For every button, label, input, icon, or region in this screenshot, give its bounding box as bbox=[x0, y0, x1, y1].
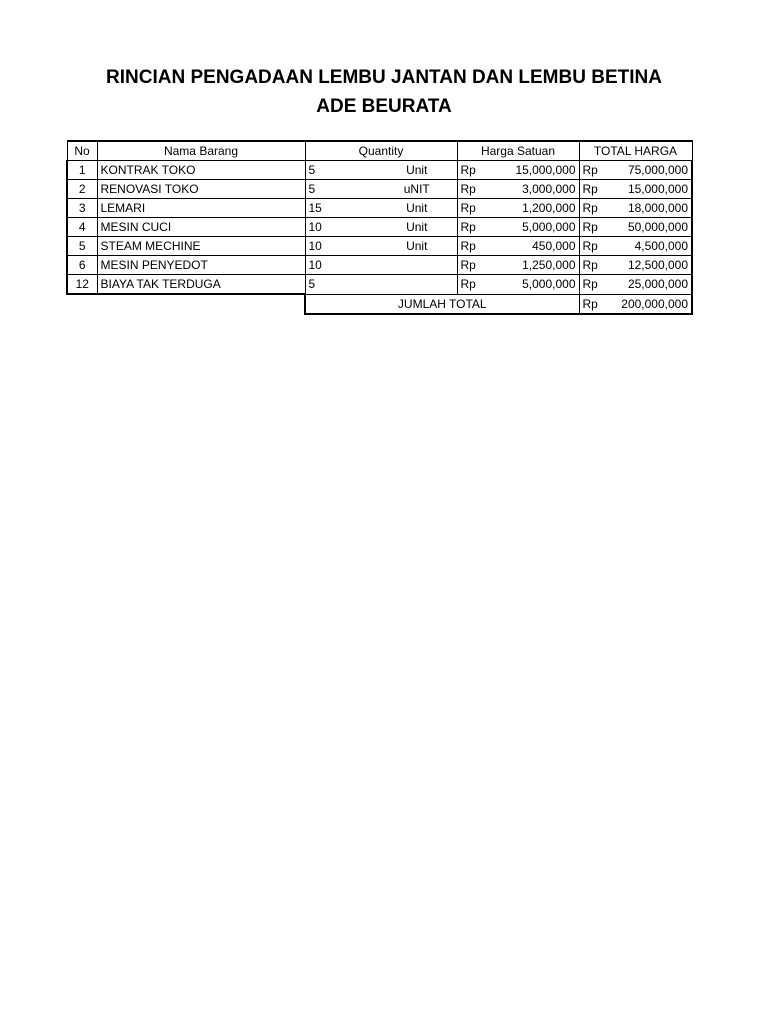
table-header-row bbox=[67, 141, 692, 161]
cell-harga-satuan: 5,000,000 bbox=[495, 275, 579, 295]
cell-unit: Unit bbox=[377, 161, 457, 180]
cell-harga-currency: Rp bbox=[457, 218, 495, 237]
cell-nama-barang: LEMARI bbox=[97, 199, 305, 218]
cell-harga-satuan: 3,000,000 bbox=[495, 180, 579, 199]
cell-total-currency: Rp bbox=[579, 256, 607, 275]
cell-no: 2 bbox=[67, 180, 97, 199]
cell-harga-currency: Rp bbox=[457, 199, 495, 218]
cell-no: 4 bbox=[67, 218, 97, 237]
cell-total-currency: Rp bbox=[579, 218, 607, 237]
cell-harga-currency: Rp bbox=[457, 256, 495, 275]
cell-unit: Unit bbox=[377, 199, 457, 218]
document-subtitle: ADE BEURATA bbox=[316, 96, 452, 117]
table-row bbox=[67, 161, 692, 180]
table-row bbox=[67, 218, 692, 237]
cell-total-harga: 75,000,000 bbox=[607, 161, 692, 180]
cell-nama-barang: STEAM MECHINE bbox=[97, 237, 305, 256]
cell-total-harga: 4,500,000 bbox=[607, 237, 692, 256]
cell-nama-barang: MESIN PENYEDOT bbox=[97, 256, 305, 275]
cell-no: 6 bbox=[67, 256, 97, 275]
table-row bbox=[67, 180, 692, 199]
cell-no: 1 bbox=[67, 161, 97, 180]
cell-nama-barang: BIAYA TAK TERDUGA bbox=[97, 275, 305, 295]
cell-harga-satuan: 450,000 bbox=[495, 237, 579, 256]
cell-harga-satuan: 5,000,000 bbox=[495, 218, 579, 237]
cell-quantity: 5 bbox=[305, 180, 377, 199]
table-row bbox=[67, 237, 692, 256]
cell-harga-currency: Rp bbox=[457, 161, 495, 180]
cell-total-currency: Rp bbox=[579, 180, 607, 199]
cell-nama-barang: RENOVASI TOKO bbox=[97, 180, 305, 199]
table-row bbox=[67, 275, 692, 295]
cell-total-harga: 12,500,000 bbox=[607, 256, 692, 275]
cell-quantity: 15 bbox=[305, 199, 377, 218]
table-body bbox=[67, 161, 692, 295]
cell-no: 3 bbox=[67, 199, 97, 218]
footer-spacer bbox=[67, 294, 305, 314]
cell-unit: Unit bbox=[377, 237, 457, 256]
table-footer-row bbox=[67, 294, 692, 314]
cell-harga-satuan: 1,250,000 bbox=[495, 256, 579, 275]
header-quantity: Quantity bbox=[305, 141, 457, 161]
procurement-table bbox=[66, 140, 693, 315]
cell-quantity: 5 bbox=[305, 161, 377, 180]
cell-no: 5 bbox=[67, 237, 97, 256]
cell-harga-currency: Rp bbox=[457, 275, 495, 295]
cell-total-currency: Rp bbox=[579, 199, 607, 218]
cell-total-currency: Rp bbox=[579, 237, 607, 256]
cell-quantity: 10 bbox=[305, 237, 377, 256]
cell-quantity: 5 bbox=[305, 275, 377, 295]
jumlah-total-label: JUMLAH TOTAL bbox=[305, 294, 579, 314]
cell-unit bbox=[377, 256, 457, 275]
table-row bbox=[67, 199, 692, 218]
cell-nama-barang: MESIN CUCI bbox=[97, 218, 305, 237]
cell-unit: uNIT bbox=[377, 180, 457, 199]
cell-unit: Unit bbox=[377, 218, 457, 237]
header-harga-satuan: Harga Satuan bbox=[457, 141, 579, 161]
jumlah-total-currency: Rp bbox=[579, 294, 607, 314]
cell-harga-currency: Rp bbox=[457, 237, 495, 256]
cell-quantity: 10 bbox=[305, 256, 377, 275]
cell-harga-satuan: 15,000,000 bbox=[495, 161, 579, 180]
cell-no: 12 bbox=[67, 275, 97, 295]
cell-total-harga: 50,000,000 bbox=[607, 218, 692, 237]
cell-total-harga: 18,000,000 bbox=[607, 199, 692, 218]
cell-unit bbox=[377, 275, 457, 295]
cell-total-harga: 15,000,000 bbox=[607, 180, 692, 199]
cell-quantity: 10 bbox=[305, 218, 377, 237]
jumlah-total-amount: 200,000,000 bbox=[607, 294, 692, 314]
document-title: RINCIAN PENGADAAN LEMBU JANTAN DAN LEMBU BETINA bbox=[106, 67, 662, 88]
cell-total-currency: Rp bbox=[579, 275, 607, 295]
cell-nama-barang: KONTRAK TOKO bbox=[97, 161, 305, 180]
header-total-harga: TOTAL HARGA bbox=[579, 141, 692, 161]
table-row bbox=[67, 256, 692, 275]
header-no: No bbox=[67, 141, 97, 161]
header-nama-barang: Nama Barang bbox=[97, 141, 305, 161]
cell-total-harga: 25,000,000 bbox=[607, 275, 692, 295]
cell-harga-satuan: 1,200,000 bbox=[495, 199, 579, 218]
cell-harga-currency: Rp bbox=[457, 180, 495, 199]
cell-total-currency: Rp bbox=[579, 161, 607, 180]
